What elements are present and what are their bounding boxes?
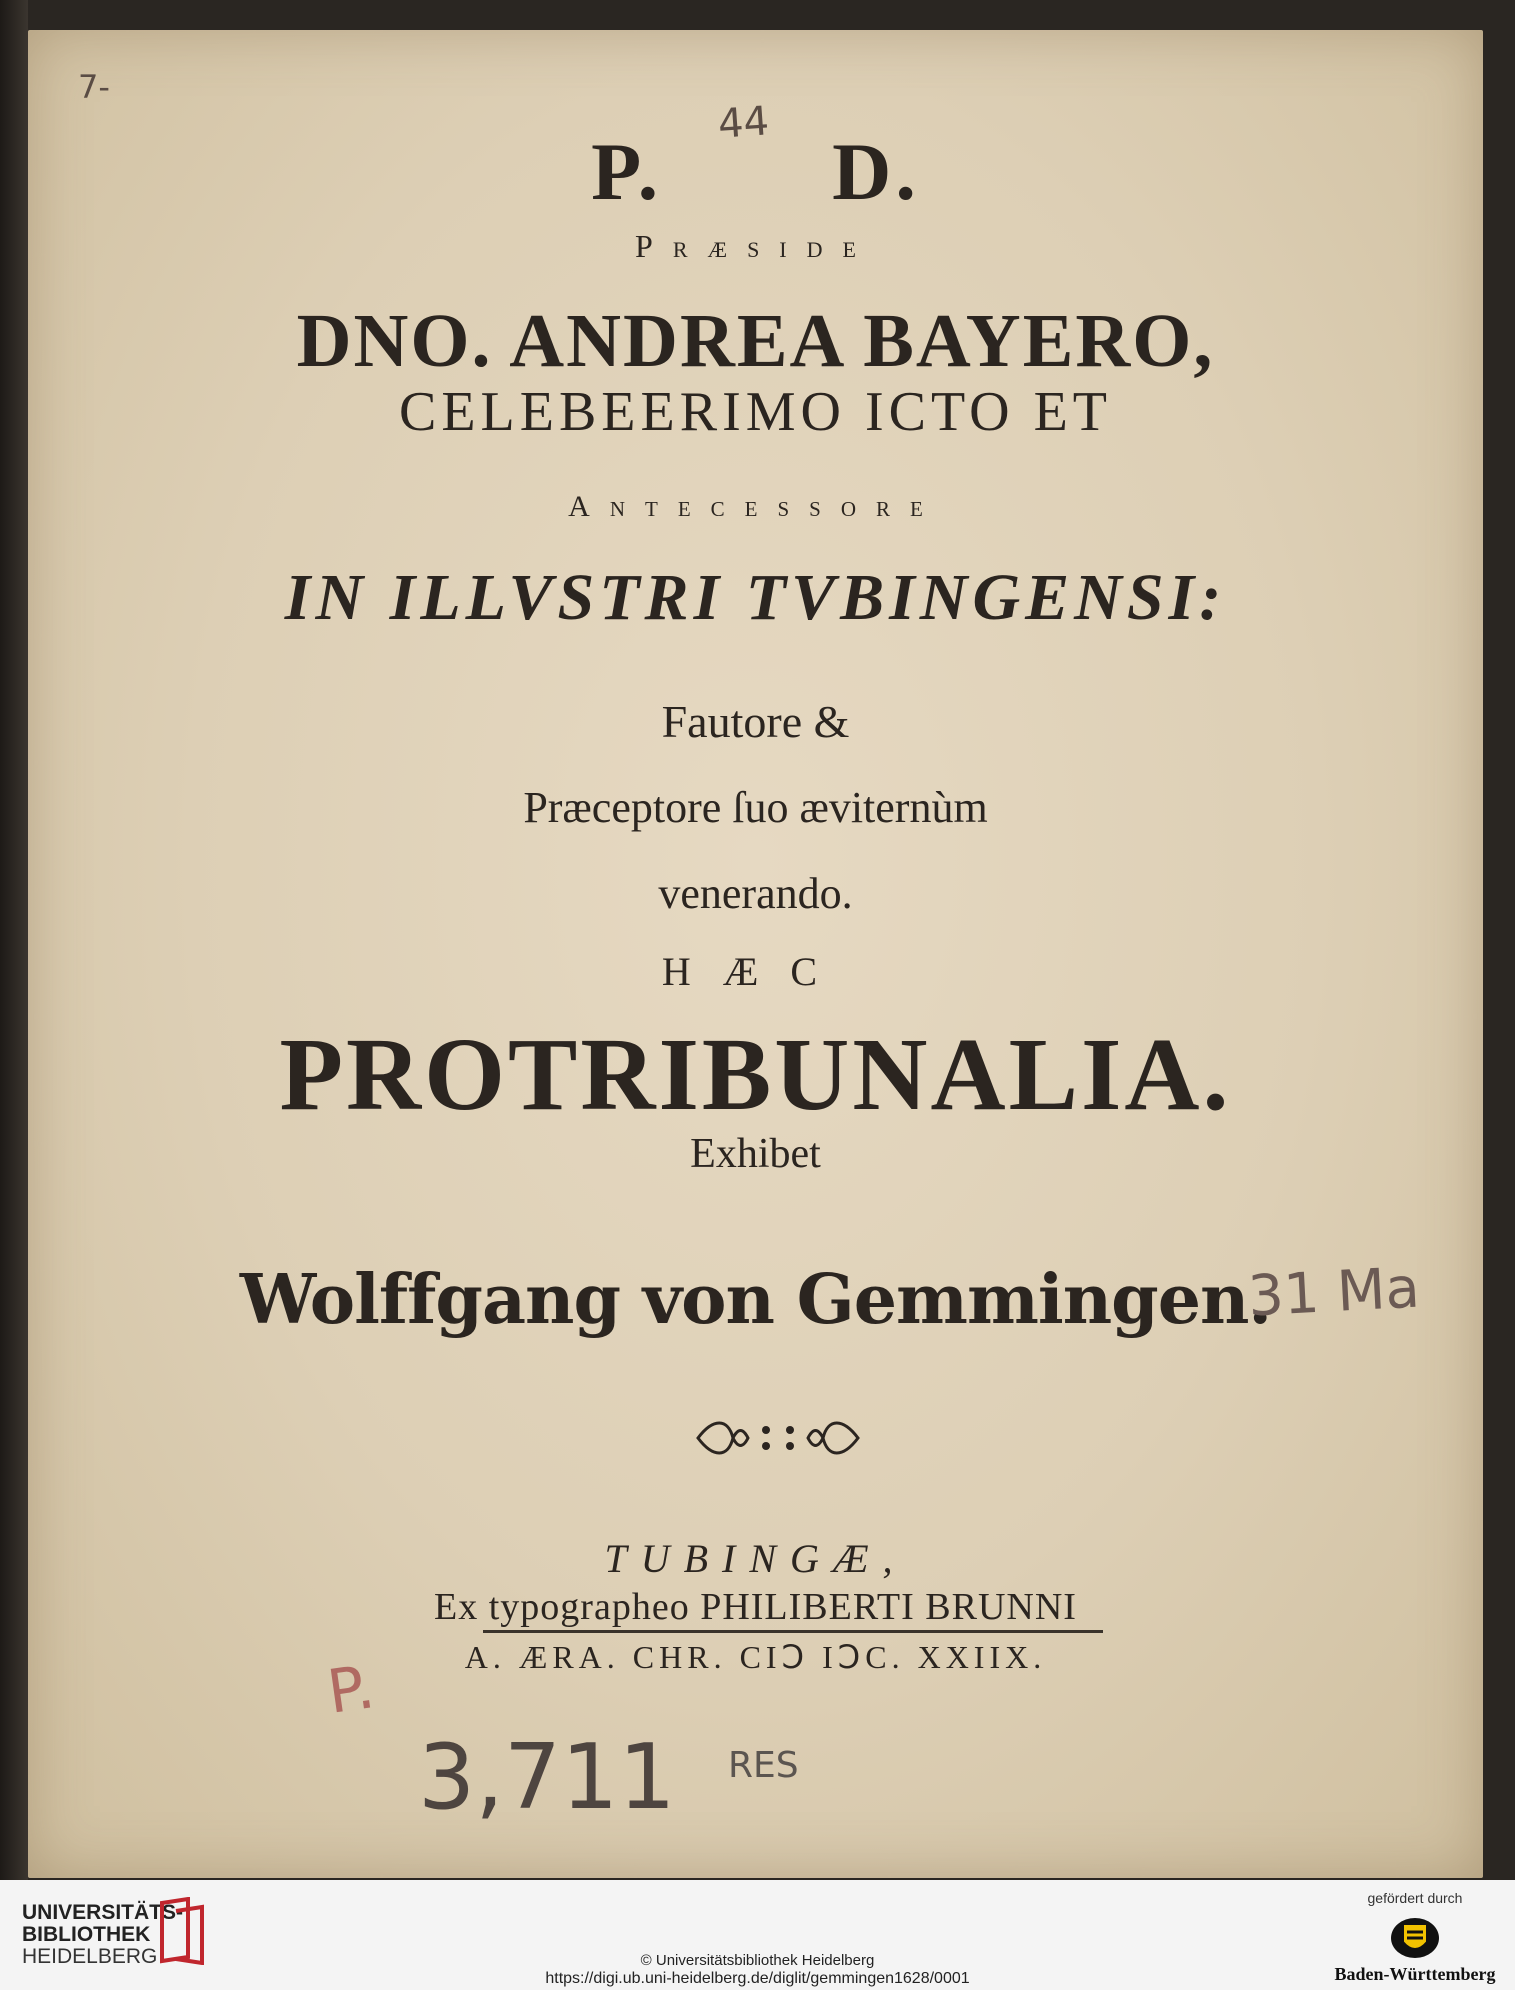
year-line: A. ÆRA. CHR. CIↃ IↃC. XXIIX.: [464, 1639, 1047, 1675]
illustri-line: IN ILLVSTRI TVBINGENSI:: [284, 561, 1227, 634]
handwritten-number: 44: [716, 98, 771, 148]
imprint-rule: [483, 1630, 1103, 1633]
exhibet-line: Exhibet: [690, 1131, 821, 1177]
printer-ornament: [688, 1408, 868, 1473]
venerando-line: venerando.: [658, 869, 853, 918]
place-line: TUBINGÆ,: [604, 1536, 907, 1581]
praeside-line: Præside: [635, 228, 876, 264]
book-spine: [0, 0, 28, 1880]
praeceptore-line: Præceptore ſuo æviternùm: [523, 783, 988, 832]
library-line-1: UNIVERSITÄTS-: [22, 1901, 184, 1924]
haec-line: HÆC: [661, 949, 850, 994]
bayero-line: DNO. ANDREA BAYERO,: [296, 299, 1215, 383]
shelfmark: 3,711: [418, 1725, 676, 1830]
permalink-url[interactable]: https://digi.ub.uni-heidelberg.de/diglit/gemmingen1628/0001: [545, 1970, 970, 1987]
coat-of-arms-icon: [1389, 1916, 1441, 1960]
title-page: [28, 30, 1483, 1878]
fautore-line: Fautore &: [661, 696, 850, 747]
sponsor-name: Baden-Württemberg: [1334, 1964, 1496, 1984]
library-line-2: BIBLIOTHEK: [22, 1923, 151, 1946]
antecessore-line: Antecessore: [568, 490, 943, 523]
res-mark: RES: [728, 1745, 799, 1786]
pd-right: D.: [832, 126, 920, 217]
shelf-p-mark: P.: [323, 1652, 379, 1728]
footer-bar: [0, 1880, 1515, 1990]
library-line-3: HEIDELBERG: [22, 1945, 158, 1968]
copyright-text: © Universitätsbibliothek Heidelberg: [640, 1952, 875, 1969]
handwritten-date: 31 Ma: [1246, 1255, 1422, 1330]
author-name: Wolffgang von Gemmingen.: [239, 1260, 1272, 1340]
printer-line: Ex typographeo PHILIBERTI BRUNNI: [434, 1586, 1077, 1628]
pd-left: P.: [591, 126, 663, 217]
protribunalia-title: PROTRIBUNALIA.: [279, 1017, 1232, 1132]
sponsor-block: [1330, 1890, 1500, 1985]
celebeerimo-line: CELEBEERIMO ICTO ET: [398, 381, 1113, 443]
handwritten-mark: 7-: [78, 68, 110, 106]
funded-by-label: gefördert durch: [1367, 1890, 1463, 1906]
